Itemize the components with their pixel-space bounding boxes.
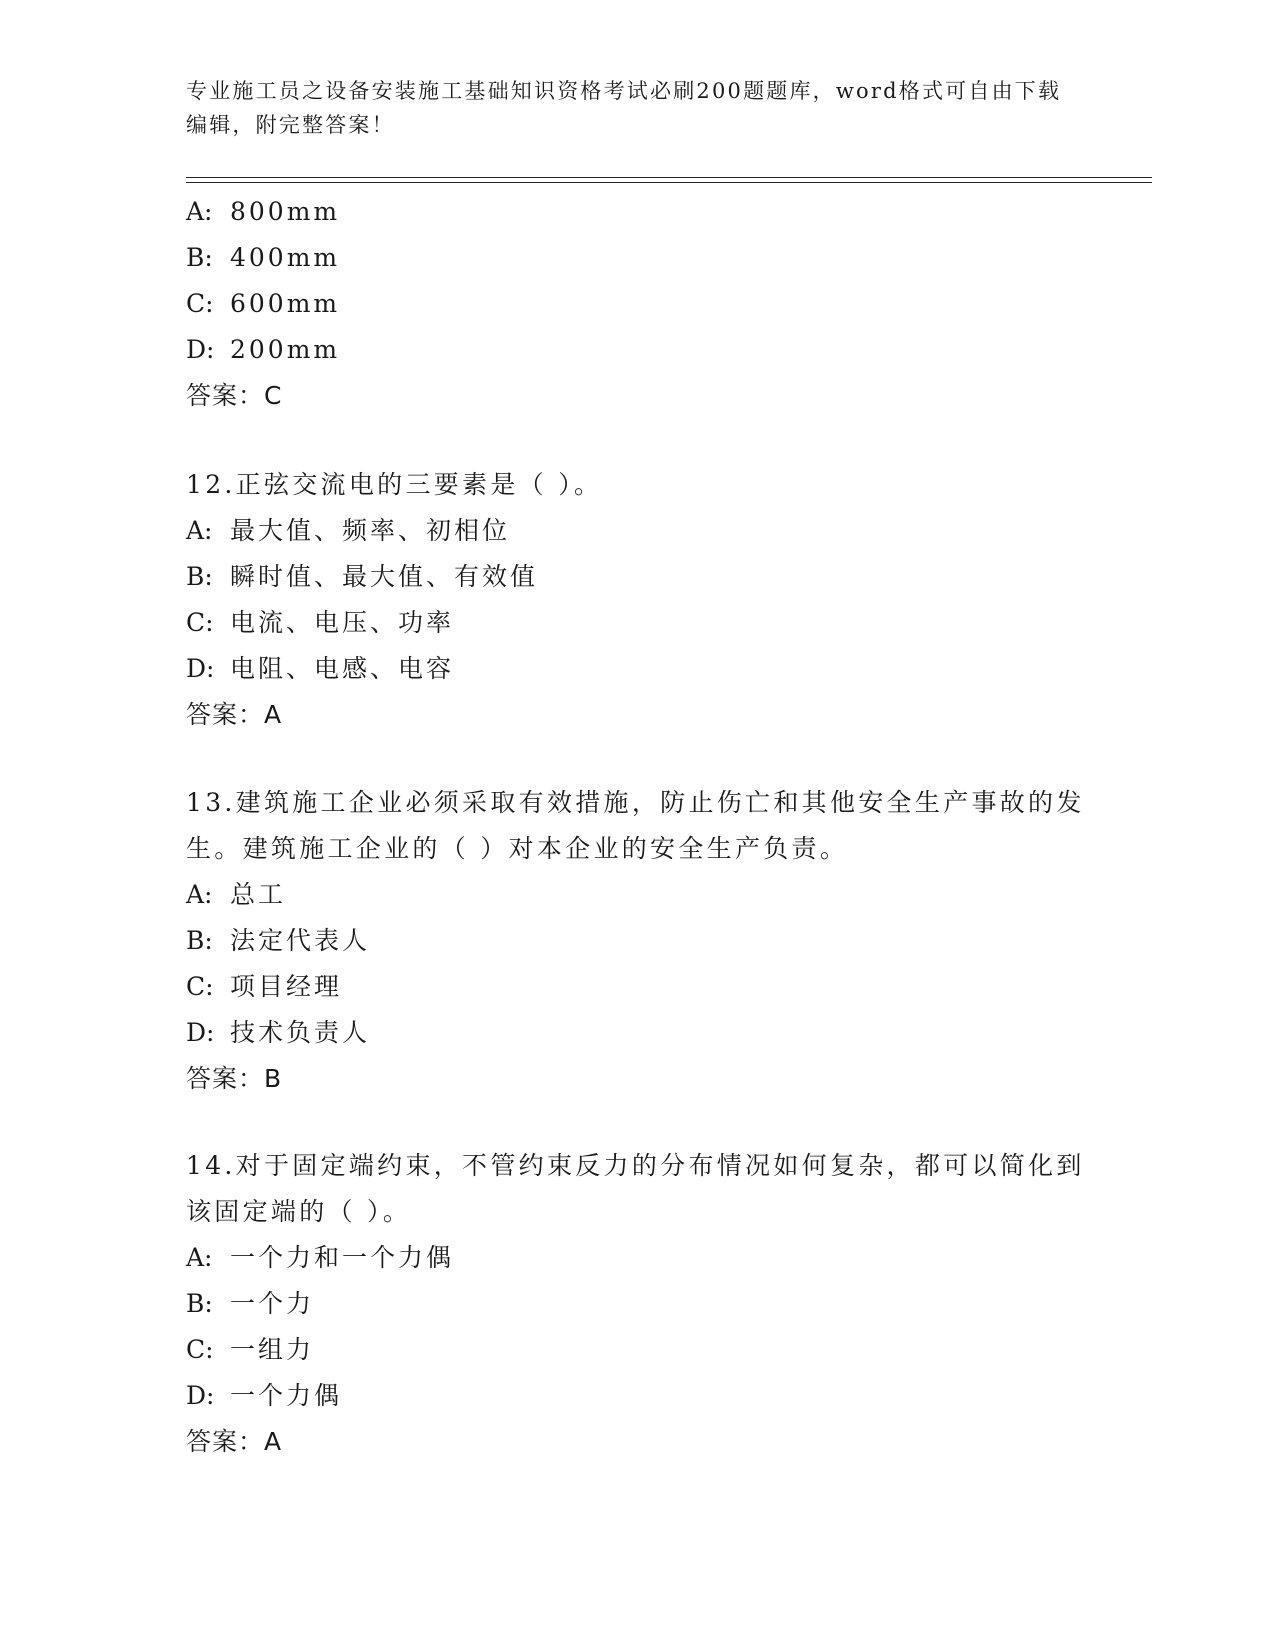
option-label: C: <box>186 1335 214 1364</box>
option-b <box>186 554 1086 600</box>
option-b <box>186 235 1086 281</box>
option-label: B: <box>186 1289 213 1318</box>
option-label: B: <box>186 926 213 955</box>
option-label: C: <box>186 289 214 318</box>
question-stem: 13.建筑施工企业必须采取有效措施，防止伤亡和其他安全生产事故的发生。建筑施工企业的（ ）对本企业的安全生产负责。 <box>186 788 1085 863</box>
header-divider-bottom <box>186 182 1152 183</box>
option-label: D: <box>186 654 215 683</box>
question-14-block <box>186 1143 1086 1465</box>
option-text: 一个力偶 <box>230 1381 343 1410</box>
option-b <box>186 1281 1086 1327</box>
option-label: A: <box>186 880 213 909</box>
option-text: 一个力 <box>230 1289 315 1318</box>
document-header: 专业施工员之设备安装施工基础知识资格考试必刷200题题库，word格式可自由下载编辑，附完整答案！ <box>186 79 1062 137</box>
option-d <box>186 646 1086 692</box>
option-text: 瞬时值、最大值、有效值 <box>230 562 539 591</box>
question-11-block <box>186 189 1086 419</box>
option-d <box>186 1010 1086 1056</box>
option-a <box>186 1235 1086 1281</box>
option-label: C: <box>186 608 214 637</box>
option-c <box>186 964 1086 1010</box>
answer-line: 答案：C <box>186 381 283 410</box>
option-label: B: <box>186 562 213 591</box>
option-text: 400mm <box>230 243 341 272</box>
option-label: A: <box>186 1243 213 1272</box>
option-text: 一个力和一个力偶 <box>230 1243 455 1272</box>
question-stem: 14.对于固定端约束，不管约束反力的分布情况如何复杂，都可以简化到该固定端的（ ）。 <box>186 1151 1085 1226</box>
option-text: 一组力 <box>230 1335 315 1364</box>
answer-line: 答案：A <box>186 1427 283 1456</box>
option-b <box>186 918 1086 964</box>
option-text: 800mm <box>230 197 341 226</box>
option-label: D: <box>186 1381 215 1410</box>
question-13-block <box>186 780 1086 1102</box>
option-text: 电流、电压、功率 <box>230 608 455 637</box>
option-a <box>186 508 1086 554</box>
option-d <box>186 327 1086 373</box>
option-label: C: <box>186 972 214 1001</box>
option-d <box>186 1373 1086 1419</box>
option-label: D: <box>186 335 215 364</box>
answer-line: 答案：A <box>186 700 283 729</box>
option-c <box>186 281 1086 327</box>
answer-line: 答案：B <box>186 1064 283 1093</box>
option-text: 法定代表人 <box>230 926 371 955</box>
question-stem: 12.正弦交流电的三要素是（ ）。 <box>186 470 603 499</box>
option-a <box>186 872 1086 918</box>
option-a <box>186 189 1086 235</box>
option-text: 电阻、电感、电容 <box>230 654 455 683</box>
option-text: 总工 <box>230 880 287 909</box>
option-text: 最大值、频率、初相位 <box>230 516 511 545</box>
option-label: A: <box>186 197 213 226</box>
header-divider-top <box>186 177 1152 178</box>
option-label: A: <box>186 516 213 545</box>
option-label: D: <box>186 1018 215 1047</box>
option-label: B: <box>186 243 213 272</box>
option-c <box>186 1327 1086 1373</box>
option-text: 600mm <box>230 289 341 318</box>
question-12-block <box>186 462 1086 738</box>
option-text: 项目经理 <box>230 972 343 1001</box>
option-c <box>186 600 1086 646</box>
option-text: 200mm <box>230 335 341 364</box>
option-text: 技术负责人 <box>230 1018 371 1047</box>
